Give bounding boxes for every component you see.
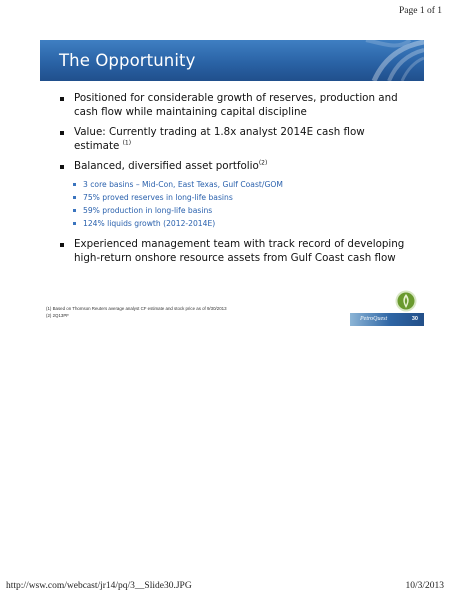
sub-bullet-item	[73, 191, 412, 204]
source-url: http://wsw.com/webcast/jr14/pq/3__Slide30.JPG	[6, 581, 192, 591]
sub-bullet-list	[60, 178, 412, 231]
brand-name: PetroQuest	[360, 316, 388, 322]
bullet-square-icon	[60, 165, 64, 169]
sub-bullet-square-icon	[73, 222, 76, 225]
brand-bar	[350, 313, 424, 326]
bullet-square-icon	[60, 97, 64, 101]
bullet-item	[60, 160, 412, 174]
sub-bullet-square-icon	[73, 196, 76, 199]
title-bar-swoosh-graphic	[344, 40, 424, 81]
bullet-text: Value: Currently trading at 1.8x analyst 2014E cash flow estimate	[74, 126, 365, 152]
petroquest-logo-icon	[395, 290, 417, 312]
bullet-item	[60, 92, 412, 119]
sub-bullet-square-icon	[73, 183, 76, 186]
bullet-list	[60, 92, 412, 272]
sub-bullet-text: 3 core basins – Mid-Con, East Texas, Gulf Coast/GOM	[83, 179, 283, 189]
bullet-item	[60, 238, 412, 265]
footnote: (2) 2Q13PF	[46, 312, 69, 318]
footnote-ref: (1)	[122, 139, 132, 147]
sub-bullet-text: 59% production in long-life basins	[83, 205, 213, 215]
sub-bullet-item	[73, 204, 412, 217]
sub-bullet-item	[73, 217, 412, 230]
bullet-text: Experienced management team with track record of developing high-return onshore resource assets from Gulf Coast cash flow	[74, 238, 405, 264]
bullet-square-icon	[60, 243, 64, 247]
footnote: (1) Based on Thomson Reuters average analyst CF estimate and stock price as of 9/30/2013	[46, 306, 227, 311]
bullet-item	[60, 126, 412, 153]
sub-bullet-text: 124% liquids growth (2012-2014E)	[83, 219, 216, 229]
bullet-text: Positioned for considerable growth of reserves, production and cash flow while maintaining capital discipline	[74, 92, 398, 118]
sub-bullet-square-icon	[73, 209, 76, 212]
sub-bullet-item	[73, 178, 412, 191]
print-date: 10/3/2013	[405, 581, 444, 591]
slide	[40, 40, 424, 332]
footnotes	[46, 306, 227, 319]
footnote-ref: (2)	[258, 159, 268, 167]
title-bar	[40, 40, 424, 81]
slide-title: The Opportunity	[59, 51, 196, 70]
sub-bullet-text: 75% proved reserves in long-life basins	[83, 192, 233, 202]
bullet-text: Balanced, diversified asset portfolio	[74, 160, 259, 172]
slide-number: 30	[411, 316, 418, 322]
page-number-header: Page 1 of 1	[398, 6, 442, 16]
bullet-square-icon	[60, 131, 64, 135]
